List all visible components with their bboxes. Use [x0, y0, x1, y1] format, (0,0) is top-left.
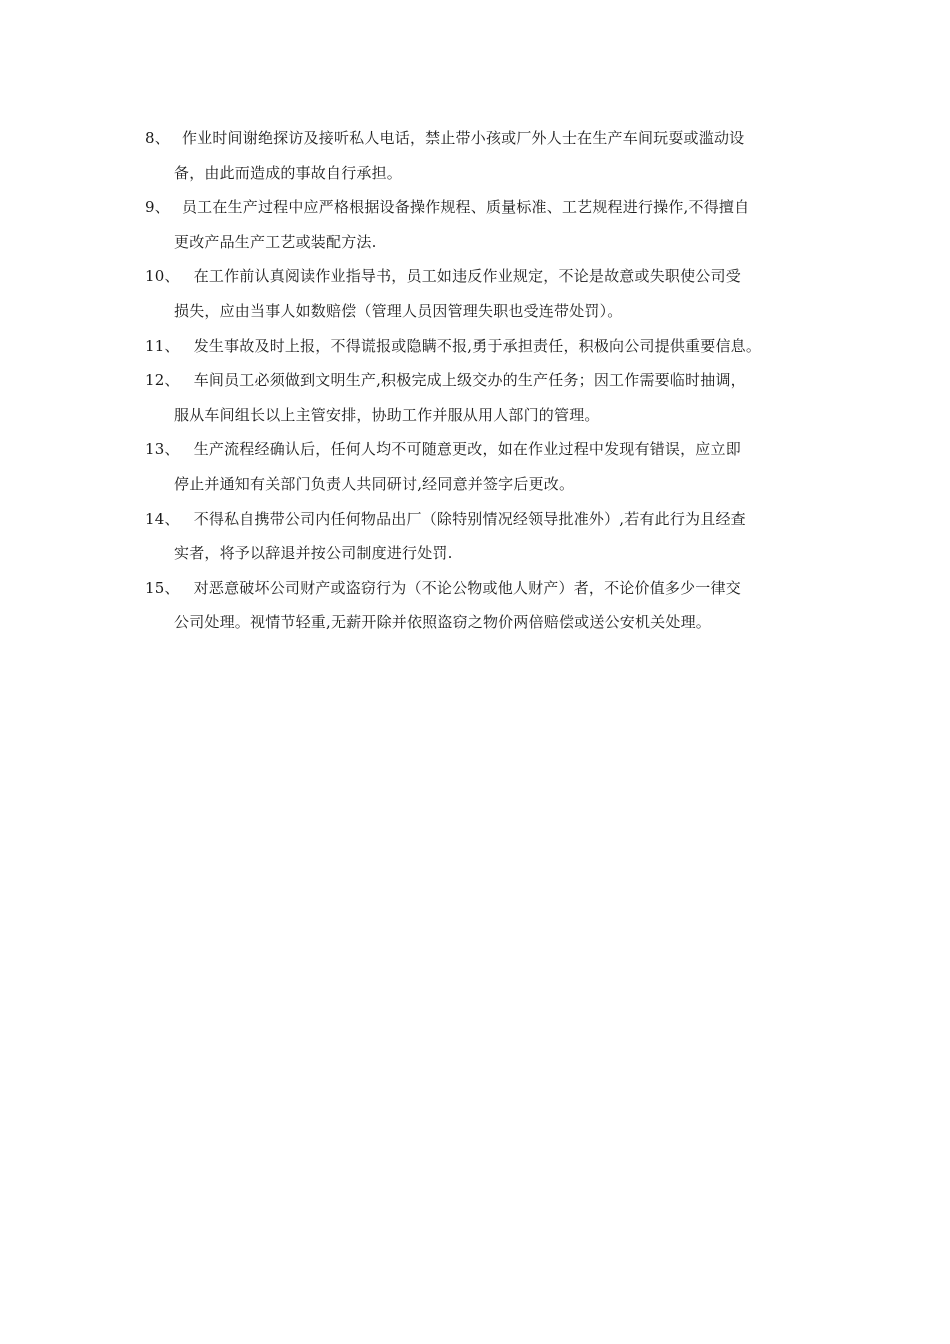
rule-9-line-2: 更改产品生产工艺或装配方法.	[174, 232, 377, 251]
rule-14-line-1	[145, 505, 825, 540]
rule-10-line-2: 损失，应由当事人如数赔偿（管理人员因管理失职也受连带处罚）。	[174, 301, 623, 320]
rule-12-line-1	[145, 366, 825, 401]
rule-13-line-2: 停止并通知有关部门负责人共同研讨,经同意并签字后更改。	[174, 474, 575, 493]
rule-10-text: 在工作前认真阅读作业指导书，员工如违反作业规定，不论是故意或失职使公司受	[193, 267, 741, 286]
rule-11-number: 11、	[145, 336, 180, 355]
rule-10-number: 10、	[145, 267, 180, 286]
rule-10-line-1	[145, 262, 825, 297]
rule-8-line-2: 备，由此而造成的事故自行承担。	[174, 163, 403, 182]
rule-15-line-1	[145, 574, 825, 609]
rule-9-text: 员工在生产过程中应严格根据设备操作规程、质量标准、工艺规程进行操作,不得擅自	[181, 198, 750, 217]
rule-13-text: 生产流程经确认后，任何人均不可随意更改，如在作业过程中发现有错误，应立即	[193, 440, 741, 459]
rule-11-line-1	[145, 332, 825, 367]
rule-14-number: 14、	[145, 509, 180, 528]
rule-8-number: 8、	[145, 129, 170, 147]
rule-12-line-2: 服从车间组长以上主管安排，协助工作并服从用人部门的管理。	[174, 405, 600, 424]
rule-13-line-1	[145, 435, 825, 470]
rule-9-number: 9、	[145, 198, 170, 217]
rule-13-number: 13、	[145, 440, 180, 459]
rule-8-text: 作业时间谢绝探访及接听私人电话，禁止带小孩或厂外人士在生产车间玩耍或滥动设	[181, 129, 745, 147]
rule-9-line-1	[145, 193, 825, 228]
rules-list	[145, 124, 825, 643]
rule-11-text: 发生事故及时上报，不得谎报或隐瞒不报,勇于承担责任，积极向公司提供重要信息。	[193, 336, 762, 355]
rule-14-line-2: 实者，将予以辞退并按公司制度进行处罚.	[174, 544, 453, 563]
rule-15-number: 15、	[145, 578, 180, 597]
rule-15-text: 对恶意破坏公司财产或盗窃行为（不论公物或他人财产）者，不论价值多少一律交	[193, 578, 741, 597]
rule-8-line-1	[145, 124, 825, 159]
rule-12-text: 车间员工必须做到文明生产,积极完成上级交办的生产任务；因工作需要临时抽调，	[193, 371, 746, 390]
rule-12-number: 12、	[145, 371, 180, 390]
rule-15-line-2: 公司处理。视情节轻重,无薪开除并依照盗窃之物价两倍赔偿或送公安机关处理。	[174, 613, 711, 632]
rule-14-text: 不得私自携带公司内任何物品出厂（除特别情况经领导批准外）,若有此行为且经查	[193, 509, 746, 528]
